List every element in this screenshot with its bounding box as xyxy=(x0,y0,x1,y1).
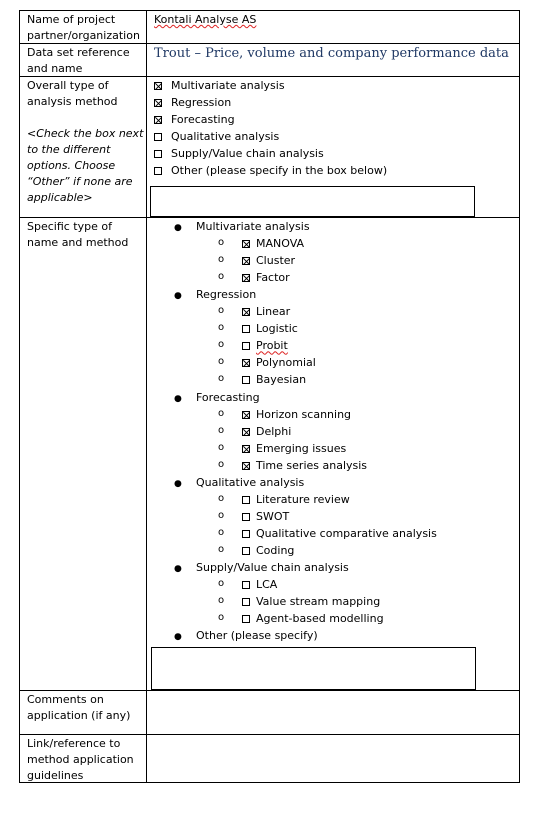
method-item-label: Logistic xyxy=(256,322,298,336)
comments-label: Comments on application (if any) xyxy=(27,693,131,722)
partner-label: Name of project partner/organization xyxy=(27,13,140,42)
sub-bullet-icon: o xyxy=(218,509,225,521)
bullet-icon: ● xyxy=(174,478,182,489)
method-group-label: Multivariate analysis xyxy=(196,220,310,233)
empty-box-icon[interactable] xyxy=(242,598,250,606)
sub-bullet-icon: o xyxy=(218,458,225,470)
method-item-label: Value stream mapping xyxy=(256,595,381,609)
checked-box-icon[interactable] xyxy=(242,428,250,436)
empty-box-icon[interactable] xyxy=(242,547,250,555)
sub-bullet-icon: o xyxy=(218,305,225,317)
checked-box-icon[interactable] xyxy=(154,116,162,124)
overall-option-label: Multivariate analysis xyxy=(171,78,285,92)
overall-option-label: Regression xyxy=(171,95,232,109)
sub-bullet-icon: o xyxy=(218,578,225,590)
method-item-label: SWOT xyxy=(256,509,290,523)
method-item-label: Horizon scanning xyxy=(256,407,352,421)
sub-bullet-icon: o xyxy=(218,373,225,385)
method-group-label: Supply/Value chain analysis xyxy=(196,561,349,574)
overall-option[interactable] xyxy=(154,128,514,145)
method-item-label: Probit xyxy=(256,339,288,353)
overall-option-label: Qualitative analysis xyxy=(171,129,280,143)
empty-box-icon[interactable] xyxy=(154,167,162,175)
method-item-label: Emerging issues xyxy=(256,441,347,455)
empty-box-icon[interactable] xyxy=(242,496,250,504)
sub-bullet-icon: o xyxy=(218,543,225,555)
method-group-label: Regression xyxy=(196,288,257,302)
method-item-label: Polynomial xyxy=(256,356,316,370)
row-divider xyxy=(20,217,519,218)
sub-bullet-icon: o xyxy=(218,407,225,419)
method-item-label: Time series analysis xyxy=(256,458,368,472)
method-item-label: Bayesian xyxy=(256,373,307,387)
comments-value[interactable] xyxy=(154,692,514,732)
row-divider xyxy=(20,734,519,735)
overall-option[interactable] xyxy=(154,145,514,162)
bullet-icon: ● xyxy=(174,564,182,574)
empty-box-icon[interactable] xyxy=(242,376,250,384)
overall-option-label: Forecasting xyxy=(171,112,235,126)
sub-bullet-icon: o xyxy=(218,339,225,351)
empty-box-icon[interactable] xyxy=(242,581,250,589)
checked-box-icon[interactable] xyxy=(242,308,250,316)
method-item-label: Delphi xyxy=(256,424,292,438)
sub-bullet-icon: o xyxy=(218,237,225,249)
partner-value[interactable] xyxy=(154,12,514,28)
overall-option[interactable] xyxy=(154,77,514,94)
empty-box-icon[interactable] xyxy=(242,615,250,623)
overall-option-label: Other (please specify in the box below) xyxy=(171,163,388,177)
method-item-label: Qualitative comparative analysis xyxy=(256,526,437,540)
bullet-icon: ● xyxy=(174,393,182,404)
checked-box-icon[interactable] xyxy=(242,411,250,419)
method-item-label: LCA xyxy=(256,578,278,592)
sub-bullet-icon: o xyxy=(218,356,225,368)
dataset-label: Data set reference and name xyxy=(27,46,130,75)
overall-option[interactable] xyxy=(154,94,514,111)
partner-value-text: Kontali Analyse AS xyxy=(154,13,257,26)
method-item-label: Literature review xyxy=(256,492,350,506)
empty-box-icon[interactable] xyxy=(154,150,162,158)
empty-box-icon[interactable] xyxy=(242,342,250,350)
bullet-icon: ● xyxy=(174,632,182,643)
method-group-label: Forecasting xyxy=(196,390,260,404)
link-label: Link/reference to method application guidelines xyxy=(27,737,134,782)
bullet-icon: ● xyxy=(174,223,182,233)
method-group-label: Other (please specify) xyxy=(196,629,318,643)
empty-box-icon[interactable] xyxy=(242,325,250,333)
method-item-label: Agent-based modelling xyxy=(256,612,384,626)
checked-box-icon[interactable] xyxy=(242,274,250,282)
overall-option[interactable] xyxy=(154,111,514,128)
checked-box-icon[interactable] xyxy=(242,240,250,248)
sub-bullet-icon: o xyxy=(218,492,225,504)
method-item-label: Cluster xyxy=(256,254,296,268)
specific-other-input[interactable] xyxy=(151,647,476,690)
checked-box-icon[interactable] xyxy=(242,359,250,367)
checked-box-icon[interactable] xyxy=(242,462,250,470)
row-divider xyxy=(20,690,519,691)
column-divider xyxy=(146,11,147,782)
method-item-label: Factor xyxy=(256,271,290,285)
link-value[interactable] xyxy=(154,736,514,782)
empty-box-icon[interactable] xyxy=(154,133,162,141)
method-item-label: Linear xyxy=(256,305,291,319)
sub-bullet-icon: o xyxy=(218,612,225,624)
checked-box-icon[interactable] xyxy=(242,445,250,453)
overall-hint: <Check the box next to the different options. Choose “Other” if none are applicable> xyxy=(27,127,144,204)
specific-list xyxy=(154,219,514,649)
overall-options xyxy=(154,77,514,179)
overall-label: Overall type of analysis method xyxy=(27,79,118,108)
sub-bullet-icon: o xyxy=(218,424,225,436)
method-item-label: MANOVA xyxy=(256,237,305,251)
bullet-icon: ● xyxy=(174,291,182,302)
checked-box-icon[interactable] xyxy=(242,257,250,265)
method-item-label: Coding xyxy=(256,543,295,557)
sub-bullet-icon: o xyxy=(218,271,225,283)
overall-option[interactable] xyxy=(154,162,514,179)
checked-box-icon[interactable] xyxy=(154,99,162,107)
checked-box-icon[interactable] xyxy=(154,82,162,90)
method-group-label: Qualitative analysis xyxy=(196,475,305,489)
sub-bullet-icon: o xyxy=(218,441,225,453)
overall-other-input[interactable] xyxy=(150,186,475,217)
empty-box-icon[interactable] xyxy=(242,530,250,538)
dataset-value[interactable]: Trout – Price, volume and company performance data xyxy=(154,46,509,61)
empty-box-icon[interactable] xyxy=(242,513,250,521)
sub-bullet-icon: o xyxy=(218,595,225,607)
method-form-table xyxy=(19,10,520,783)
overall-option-label: Supply/Value chain analysis xyxy=(171,146,324,160)
sub-bullet-icon: o xyxy=(218,526,225,538)
sub-bullet-icon: o xyxy=(218,322,225,334)
specific-label: Specific type of name and method xyxy=(27,220,129,249)
sub-bullet-icon: o xyxy=(218,254,225,266)
